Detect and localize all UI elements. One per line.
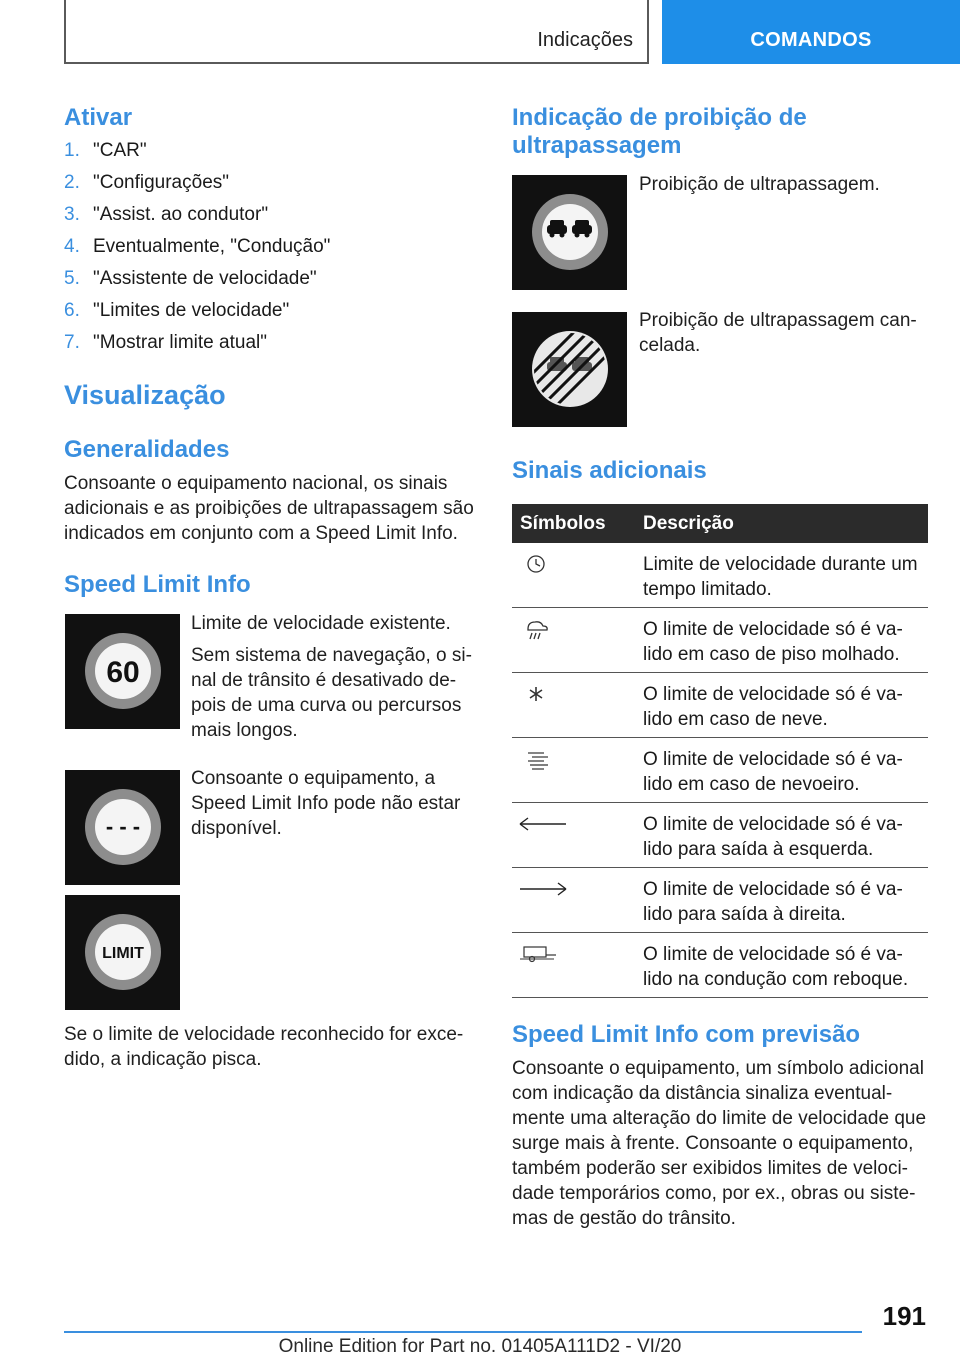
table-header [512, 504, 928, 543]
list-item: 4. Eventualmente, "Condução" [64, 236, 331, 257]
table-row: O limite de velocidade só é va-lido em caso de nevoeiro. [512, 738, 928, 803]
previsao-paragraph: Consoante o equipamento, um símbolo adicional com indicação da distância sinaliza eventual-mente uma alteração do limite de velocidade que surge mais à frente. Consoante o equipamento, também poderão ser exibidos limites de veloci-dade temporários como, por ex., obras ou siste-mas de gestão do trânsito. [512, 1058, 927, 1229]
no-passing-cancelled-sign-image [512, 312, 627, 427]
no-passing-text: Proibição de ultrapassagem. [639, 174, 880, 195]
generalidades-paragraph: Consoante o equipamento nacional, os sinais adicionais e as proibições de ultrapassagem são indicados em conjunto com a Speed Limit Info. [64, 473, 474, 544]
speed-limit-info-heading: Speed Limit Info [64, 571, 251, 598]
header-chapter-label: COMANDOS [750, 29, 872, 51]
page-number: 191 [882, 1301, 926, 1331]
rain-icon [518, 618, 554, 644]
exceeded-paragraph: Se o limite de velocidade reconhecido for exce-dido, a indicação pisca. [64, 1024, 464, 1070]
speed-limit-60-sign-image [65, 614, 180, 729]
no-passing-sign-image [512, 175, 627, 290]
table-row: O limite de velocidade só é va-lido em caso de piso molhado. [512, 608, 928, 673]
clock-icon [518, 553, 554, 579]
col-description-header: Descrição [643, 513, 734, 534]
trailer-icon [518, 943, 554, 969]
list-item: 5. "Assistente de velocidade" [64, 268, 317, 289]
table-row: Limite de velocidade durante um tempo limitado. [512, 543, 928, 608]
header-section-label: Indicações [537, 29, 633, 51]
table-row: O limite de velocidade só é va-lido em caso de neve. [512, 673, 928, 738]
additional-signs-table [512, 504, 928, 998]
limit-sign-image [65, 895, 180, 1010]
previsao-heading: Speed Limit Info com previsão [512, 1021, 861, 1048]
list-item: 2. "Configurações" [64, 172, 230, 193]
header-section-box [64, 0, 649, 64]
arrow-left-icon [518, 813, 554, 839]
table-row: O limite de velocidade só é va-lido para saída à direita. [512, 868, 928, 933]
list-item: 1. "CAR" [64, 140, 147, 161]
sign-dash-label: - - - [105, 814, 141, 839]
list-item: 7. "Mostrar limite atual" [64, 332, 267, 353]
footer-edition: Online Edition for Part no. 01405A111D2 - VI/20 [278, 1336, 682, 1357]
proibicao-heading: Indicação de proibição de ultrapassagem [512, 104, 807, 159]
sli-paragraph-3: Consoante o equipamento, a Speed Limit Info pode não estar disponível. [191, 768, 461, 839]
snowflake-icon [518, 683, 554, 709]
header-chapter-tab [662, 0, 960, 64]
table-row: O limite de velocidade só é va-lido para saída à esquerda. [512, 803, 928, 868]
no-passing-cancelled-text: Proibição de ultrapassagem can-celada. [639, 310, 917, 356]
adicionais-heading: Sinais adicionais [512, 457, 707, 484]
speed-limit-unavailable-sign-image [65, 770, 180, 885]
ativar-heading: Ativar [64, 104, 133, 131]
generalidades-heading: Generalidades [64, 436, 230, 463]
sign-limit-label: LIMIT [102, 945, 144, 962]
table-row: O limite de velocidade só é va-lido na condução com reboque. [512, 933, 928, 998]
fog-icon [518, 748, 554, 774]
col-symbols-header: Símbolos [520, 513, 606, 534]
visualizacao-heading: Visualização [64, 380, 226, 410]
footer-divider [64, 1331, 862, 1333]
sign-60-number: 60 [106, 656, 140, 689]
sli-paragraph-1: Limite de velocidade existente. [191, 613, 451, 634]
sli-paragraph-2: Sem sistema de navegação, o si-nal de trânsito é desativado de-pois de uma curva ou percursos mais longos. [191, 645, 472, 741]
list-item: 3. "Assist. ao condutor" [64, 204, 269, 225]
list-item: 6. "Limites de velocidade" [64, 300, 290, 321]
arrow-right-icon [518, 878, 554, 904]
